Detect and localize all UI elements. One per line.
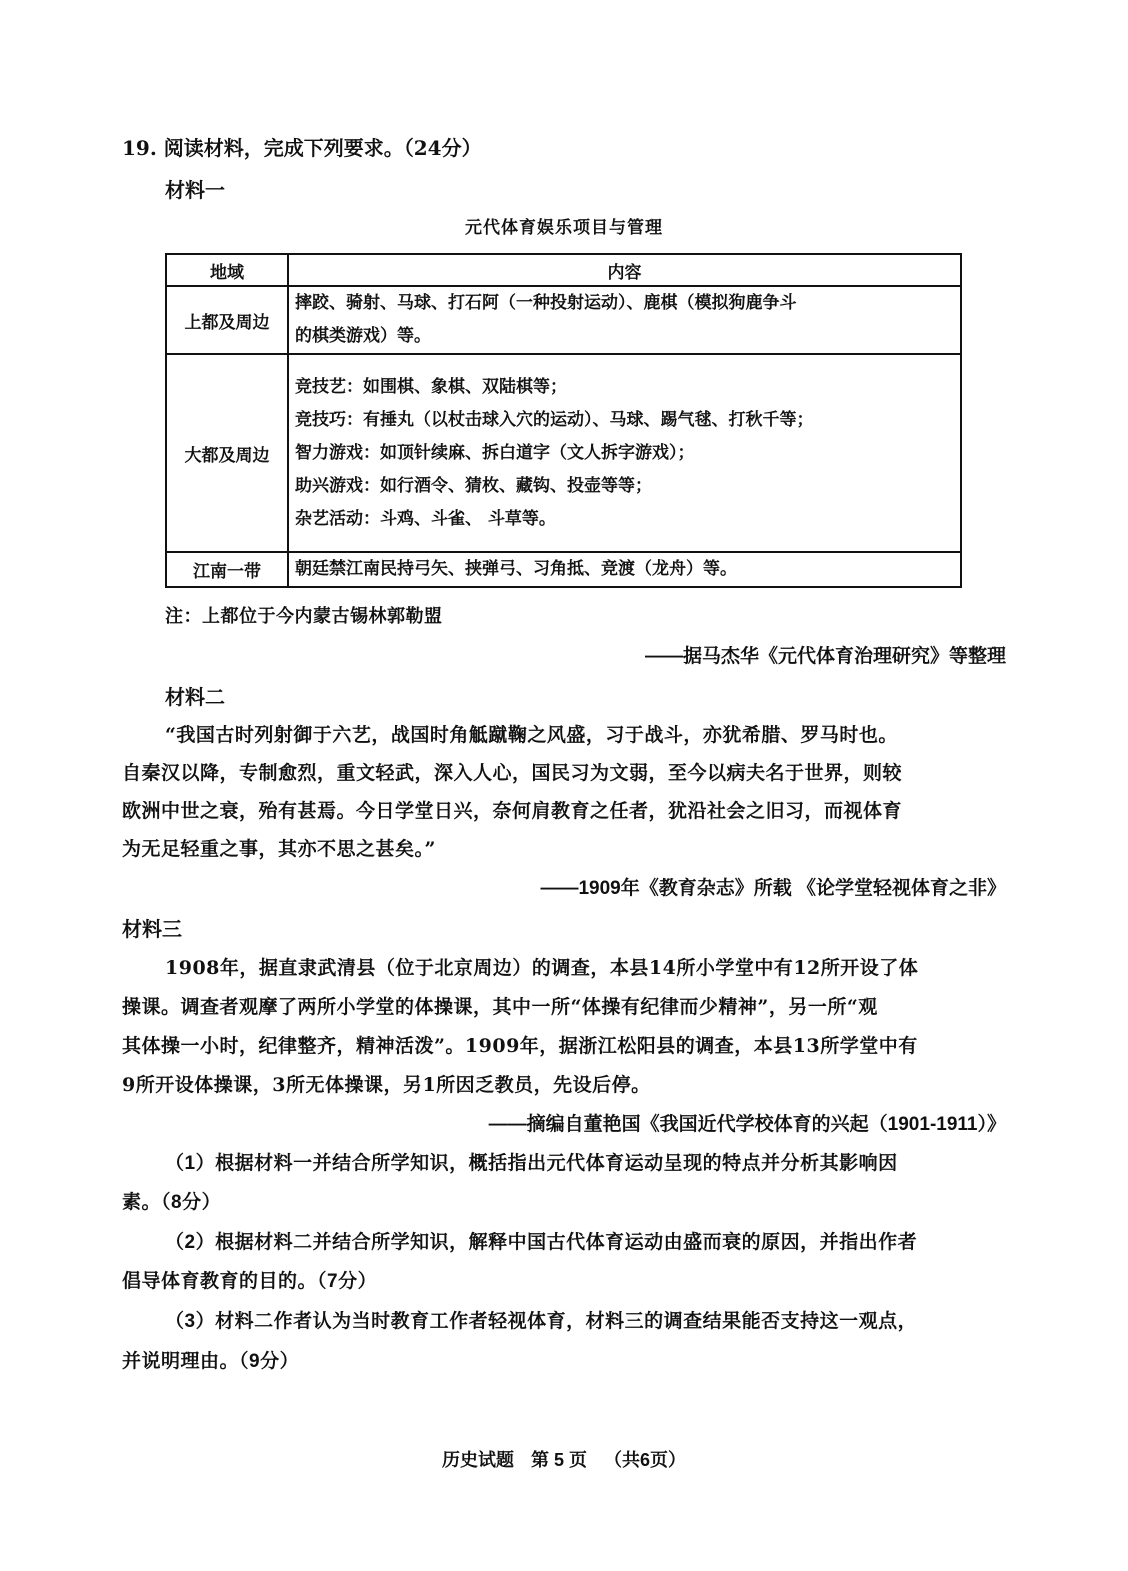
footer-total: （共6页） bbox=[604, 1450, 687, 1470]
table-row bbox=[166, 552, 961, 587]
question-title: 19. 阅读材料，完成下列要求。（24分） bbox=[122, 136, 482, 160]
material2-line: “我国古时列射御于六艺，战国时角觝蹴鞠之风盛，习于战斗，亦犹希腊、罗马时也。 bbox=[165, 724, 898, 746]
content-cell bbox=[288, 286, 961, 354]
region-cell: 上都及周边 bbox=[166, 286, 288, 354]
table-row bbox=[166, 286, 961, 354]
content-line: 助兴游戏：如行酒令、猜枚、藏钩、投壶等等； bbox=[295, 475, 652, 496]
material2-line: 为无足轻重之事，其亦不思之甚矣。” bbox=[122, 838, 436, 860]
content-cell bbox=[288, 354, 961, 552]
content-line: 摔跤、骑射、马球、打石阿（一种投射运动）、鹿棋（模拟狗鹿争斗 bbox=[295, 293, 797, 313]
content-line: 朝廷禁江南民持弓矢、挟弹弓、习角抵、竞渡（龙舟）等。 bbox=[295, 559, 737, 579]
header-region: 地域 bbox=[166, 254, 288, 286]
region-cell: 大都及周边 bbox=[166, 354, 288, 552]
material2-source: ——1909年《教育杂志》所载 《论学堂轻视体育之非》 bbox=[540, 878, 1006, 899]
sports-table bbox=[165, 253, 962, 588]
content-line: 的棋类游戏）等。 bbox=[295, 326, 431, 346]
content-line: 杂艺活动：斗鸡、斗雀、 斗草等。 bbox=[295, 508, 556, 529]
task-1-line: （1）根据材料一并结合所学知识，概括指出元代体育运动呈现的特点并分析其影响因 bbox=[165, 1153, 898, 1174]
material2-line: 自秦汉以降，专制愈烈，重文轻武，深入人心，国民习为文弱，至今以病夫名于世界，则较 bbox=[122, 762, 903, 784]
table-header-row bbox=[166, 254, 961, 286]
content-line: 竞技巧：有捶丸（以杖击球入穴的运动）、马球、踢气毬、打秋千等； bbox=[295, 409, 814, 430]
material3-source: ——摘编自董艳国《我国近代学校体育的兴起（1901-1911）》 bbox=[488, 1114, 1006, 1135]
task-2-line: （2）根据材料二并结合所学知识，解释中国古代体育运动由盛而衰的原因，并指出作者 bbox=[165, 1232, 918, 1253]
table-row bbox=[166, 354, 961, 552]
task-3-line: （3）材料二作者认为当时教育工作者轻视体育，材料三的调查结果能否支持这一观点， bbox=[165, 1311, 918, 1332]
material3-line: 9所开设体操课，3所无体操课，另1所因乏教员，先设后停。 bbox=[122, 1074, 651, 1096]
content-cell bbox=[288, 552, 961, 587]
material3-line: 操课。调查者观摩了两所小学堂的体操课，其中一所“体操有纪律而少精神”，另一所“观 bbox=[122, 996, 878, 1018]
region-cell: 江南一带 bbox=[166, 552, 288, 587]
material3-label: 材料三 bbox=[122, 917, 182, 941]
material3-line: 1908年，据直隶武清县（位于北京周边）的调查，本县14所小学堂中有12所开设了体 bbox=[165, 957, 919, 979]
header-content: 内容 bbox=[288, 254, 961, 286]
material1-source: ——据马杰华《元代体育治理研究》等整理 bbox=[644, 646, 1006, 667]
footer-page: 第 5 页 bbox=[530, 1450, 587, 1470]
task-2-line: 倡导体育教育的目的。（7分） bbox=[122, 1271, 378, 1292]
material2-label: 材料二 bbox=[165, 685, 225, 709]
content-line: 智力游戏：如顶针续麻、拆白道字（文人拆字游戏）； bbox=[295, 442, 695, 463]
table-caption: 元代体育娱乐项目与管理 bbox=[465, 218, 663, 238]
material1-label: 材料一 bbox=[165, 178, 225, 202]
table-note: 注：上都位于今内蒙古锡林郭勒盟 bbox=[165, 606, 443, 627]
content-line: 竞技艺：如围棋、象棋、双陆棋等； bbox=[295, 376, 567, 397]
material3-line: 其体操一小时，纪律整齐，精神活泼”。1909年，据浙江松阳县的调查，本县13所学堂中有 bbox=[122, 1035, 918, 1057]
material2-line: 欧洲中世之衰，殆有甚焉。今日学堂日兴，奈何肩教育之任者，犹沿社会之旧习，而视体育 bbox=[122, 800, 903, 822]
task-1-line: 素。（8分） bbox=[122, 1192, 222, 1213]
task-3-line: 并说明理由。（9分） bbox=[122, 1351, 300, 1372]
page-footer bbox=[0, 1446, 1128, 1472]
footer-subject: 历史试题 bbox=[441, 1450, 514, 1470]
